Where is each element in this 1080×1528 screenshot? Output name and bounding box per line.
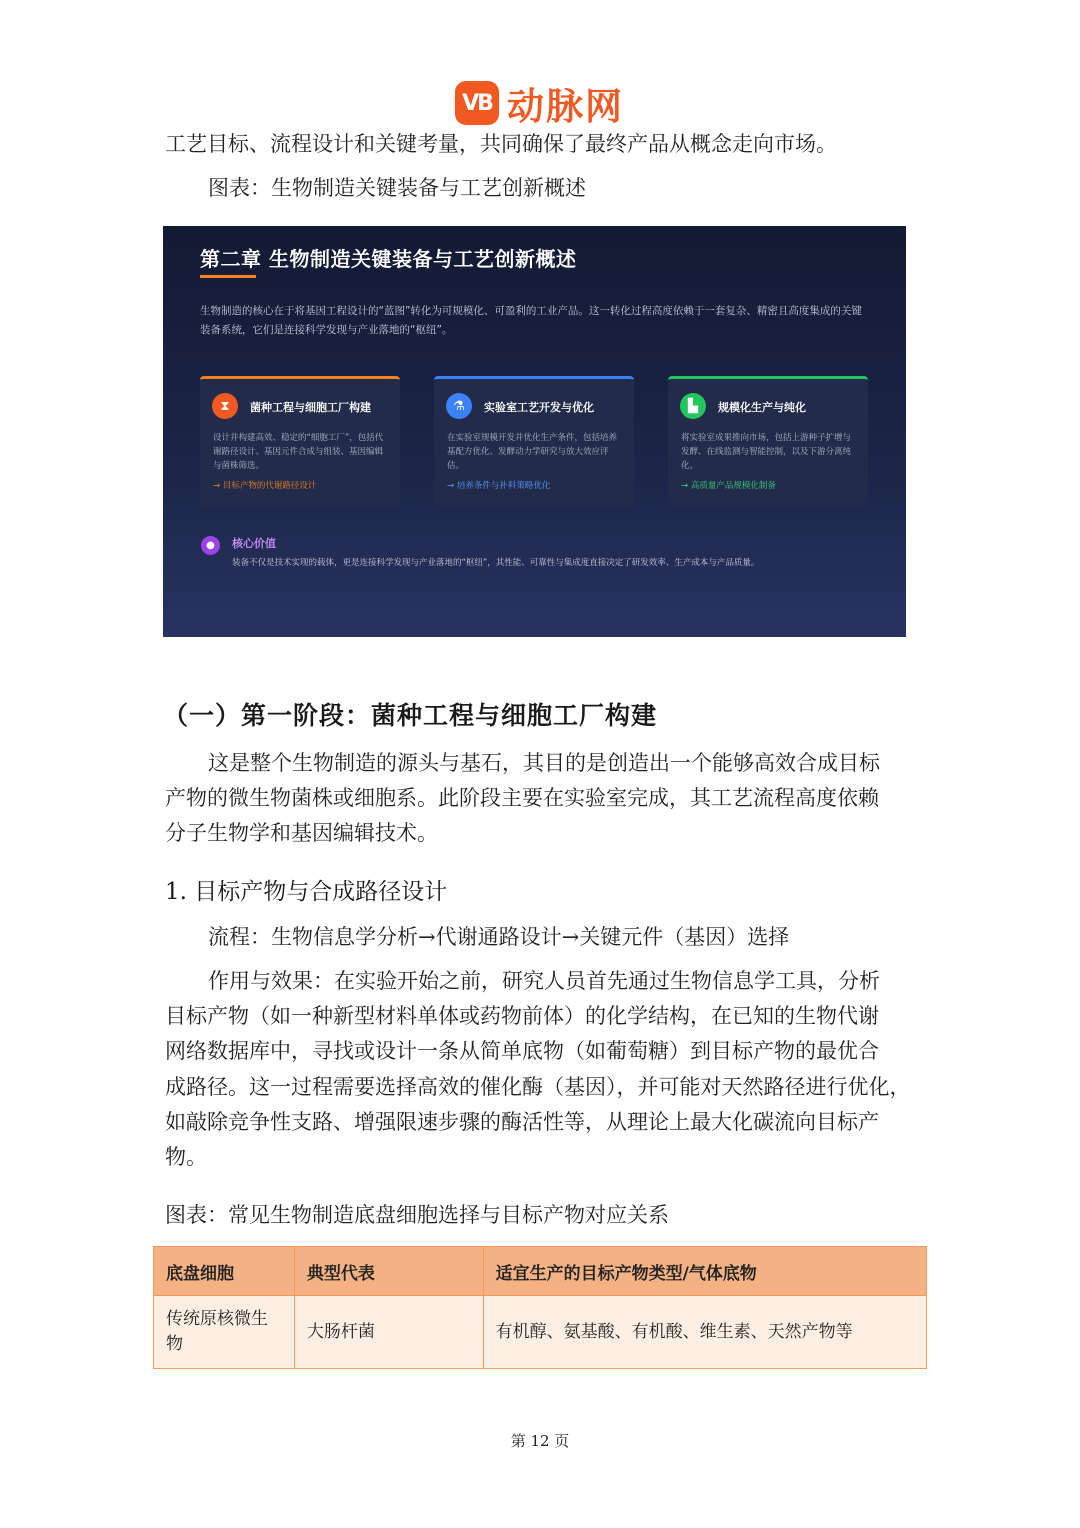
paragraph-line: 分子生物学和基因编辑技术。 (165, 821, 438, 845)
table-cell: 有机醇、氨基酸、有机酸、维生素、天然产物等 (483, 1296, 926, 1369)
title-underline (200, 275, 256, 278)
lightbulb-icon: ● (201, 536, 220, 555)
paragraph-line: 产物的微生物菌株或细胞系。此阶段主要在实验室完成，其工艺流程高度依赖 (165, 786, 879, 810)
section-heading: （一）第一阶段：菌种工程与细胞工厂构建 (163, 701, 658, 730)
paragraph-line: 如敲除竞争性支路、增强限速步骤的酶活性等，从理论上最大化碳流向目标产 (165, 1110, 879, 1134)
card-scale-production (668, 376, 868, 507)
card-body: 将实验室成果推向市场，包括上游种子扩增与发酵、在线监测与智能控制，以及下游分离纯化。 (681, 433, 852, 471)
paragraph-line: 成路径。这一过程需要选择高效的催化酶（基因），并可能对天然路径进行优化， (165, 1075, 911, 1099)
table-row (154, 1296, 927, 1369)
logo-text: 动脉网 (507, 85, 624, 128)
figure-caption: 图表：生物制造关键装备与工艺创新概述 (208, 176, 586, 200)
paragraph-line: 这是整个生物制造的源头与基石，其目的是创造出一个能够高效合成目标 (208, 751, 880, 775)
logo-badge-icon: VB (455, 81, 499, 125)
table-cell: 传统原核微生物 (154, 1296, 295, 1369)
core-value-title: 核心价值 (232, 537, 276, 550)
table-header-cell: 适宜生产的目标产物类型/气体底物 (483, 1247, 926, 1296)
flask-icon: ⚗ (446, 393, 472, 419)
paragraph-line: 网络数据库中，寻找或设计一条从简单底物（如葡萄糖）到目标产物的最优合 (165, 1039, 879, 1063)
intro-line: 工艺目标、流程设计和关键考量，共同确保了最终产品从概念走向市场。 (165, 132, 837, 156)
card-link: → 高质量产品规模化制备 (681, 481, 776, 491)
factory-icon: ▙ (680, 393, 706, 419)
card-body: 设计并构建高效、稳定的“细胞工厂”，包括代谢路径设计、基因元件合成与组装、基因编辑与菌株筛选。 (213, 433, 384, 471)
table-cell: 大肠杆菌 (294, 1296, 483, 1369)
table-caption: 图表：常见生物制造底盘细胞选择与目标产物对应关系 (165, 1203, 669, 1227)
paragraph-line: 物。 (165, 1145, 207, 1169)
card-title: 菌种工程与细胞工厂构建 (250, 401, 371, 414)
page-number: 第 12 页 (510, 1432, 570, 1450)
core-value-body: 装备不仅是技术实现的载体，更是连接科学发现与产业落地的“枢纽”，其性能、可靠性与集成度直接决定了研发效率、生产成本与产品质量。 (232, 558, 760, 568)
table-header-cell: 底盘细胞 (154, 1247, 295, 1296)
site-logo (455, 80, 624, 126)
card-body: 在实验室规模开发并优化生产条件，包括培养基配方优化、发酵动力学研究与放大效应评估。 (447, 433, 618, 471)
paragraph-line: 目标产物（如一种新型材料单体或药物前体）的化学结构，在已知的生物代谢 (165, 1004, 879, 1028)
figure-intro: 生物制造的核心在于将基因工程设计的“蓝图”转化为可规模化、可盈利的工业产品。这一转化过程高度依赖于一套复杂、精密且高度集成的关键装备系统，它们是连接科学发现与产业落地的“枢纽”。 (200, 305, 862, 336)
chassis-cell-table (153, 1246, 927, 1369)
paragraph-line: 作用与效果：在实验开始之前，研究人员首先通过生物信息学工具，分析 (208, 969, 880, 993)
card-strain-engineering (200, 376, 400, 507)
hourglass-icon: ⧗ (212, 393, 238, 419)
card-title: 规模化生产与纯化 (718, 401, 806, 414)
table-header-cell: 典型代表 (294, 1247, 483, 1296)
card-title: 实验室工艺开发与优化 (484, 401, 594, 414)
subsection-heading: 1. 目标产物与合成路径设计 (165, 879, 448, 905)
figure-title: 第二章 生物制造关键装备与工艺创新概述 (200, 247, 577, 271)
card-link: → 培养条件与补料策略优化 (447, 481, 551, 491)
card-link: → 目标产物的代谢路径设计 (213, 481, 317, 491)
process-line: 流程：生物信息学分析→代谢通路设计→关键元件（基因）选择 (208, 925, 790, 949)
table-header-row (154, 1247, 927, 1296)
card-lab-process (434, 376, 634, 507)
chapter-overview-figure (163, 226, 906, 637)
